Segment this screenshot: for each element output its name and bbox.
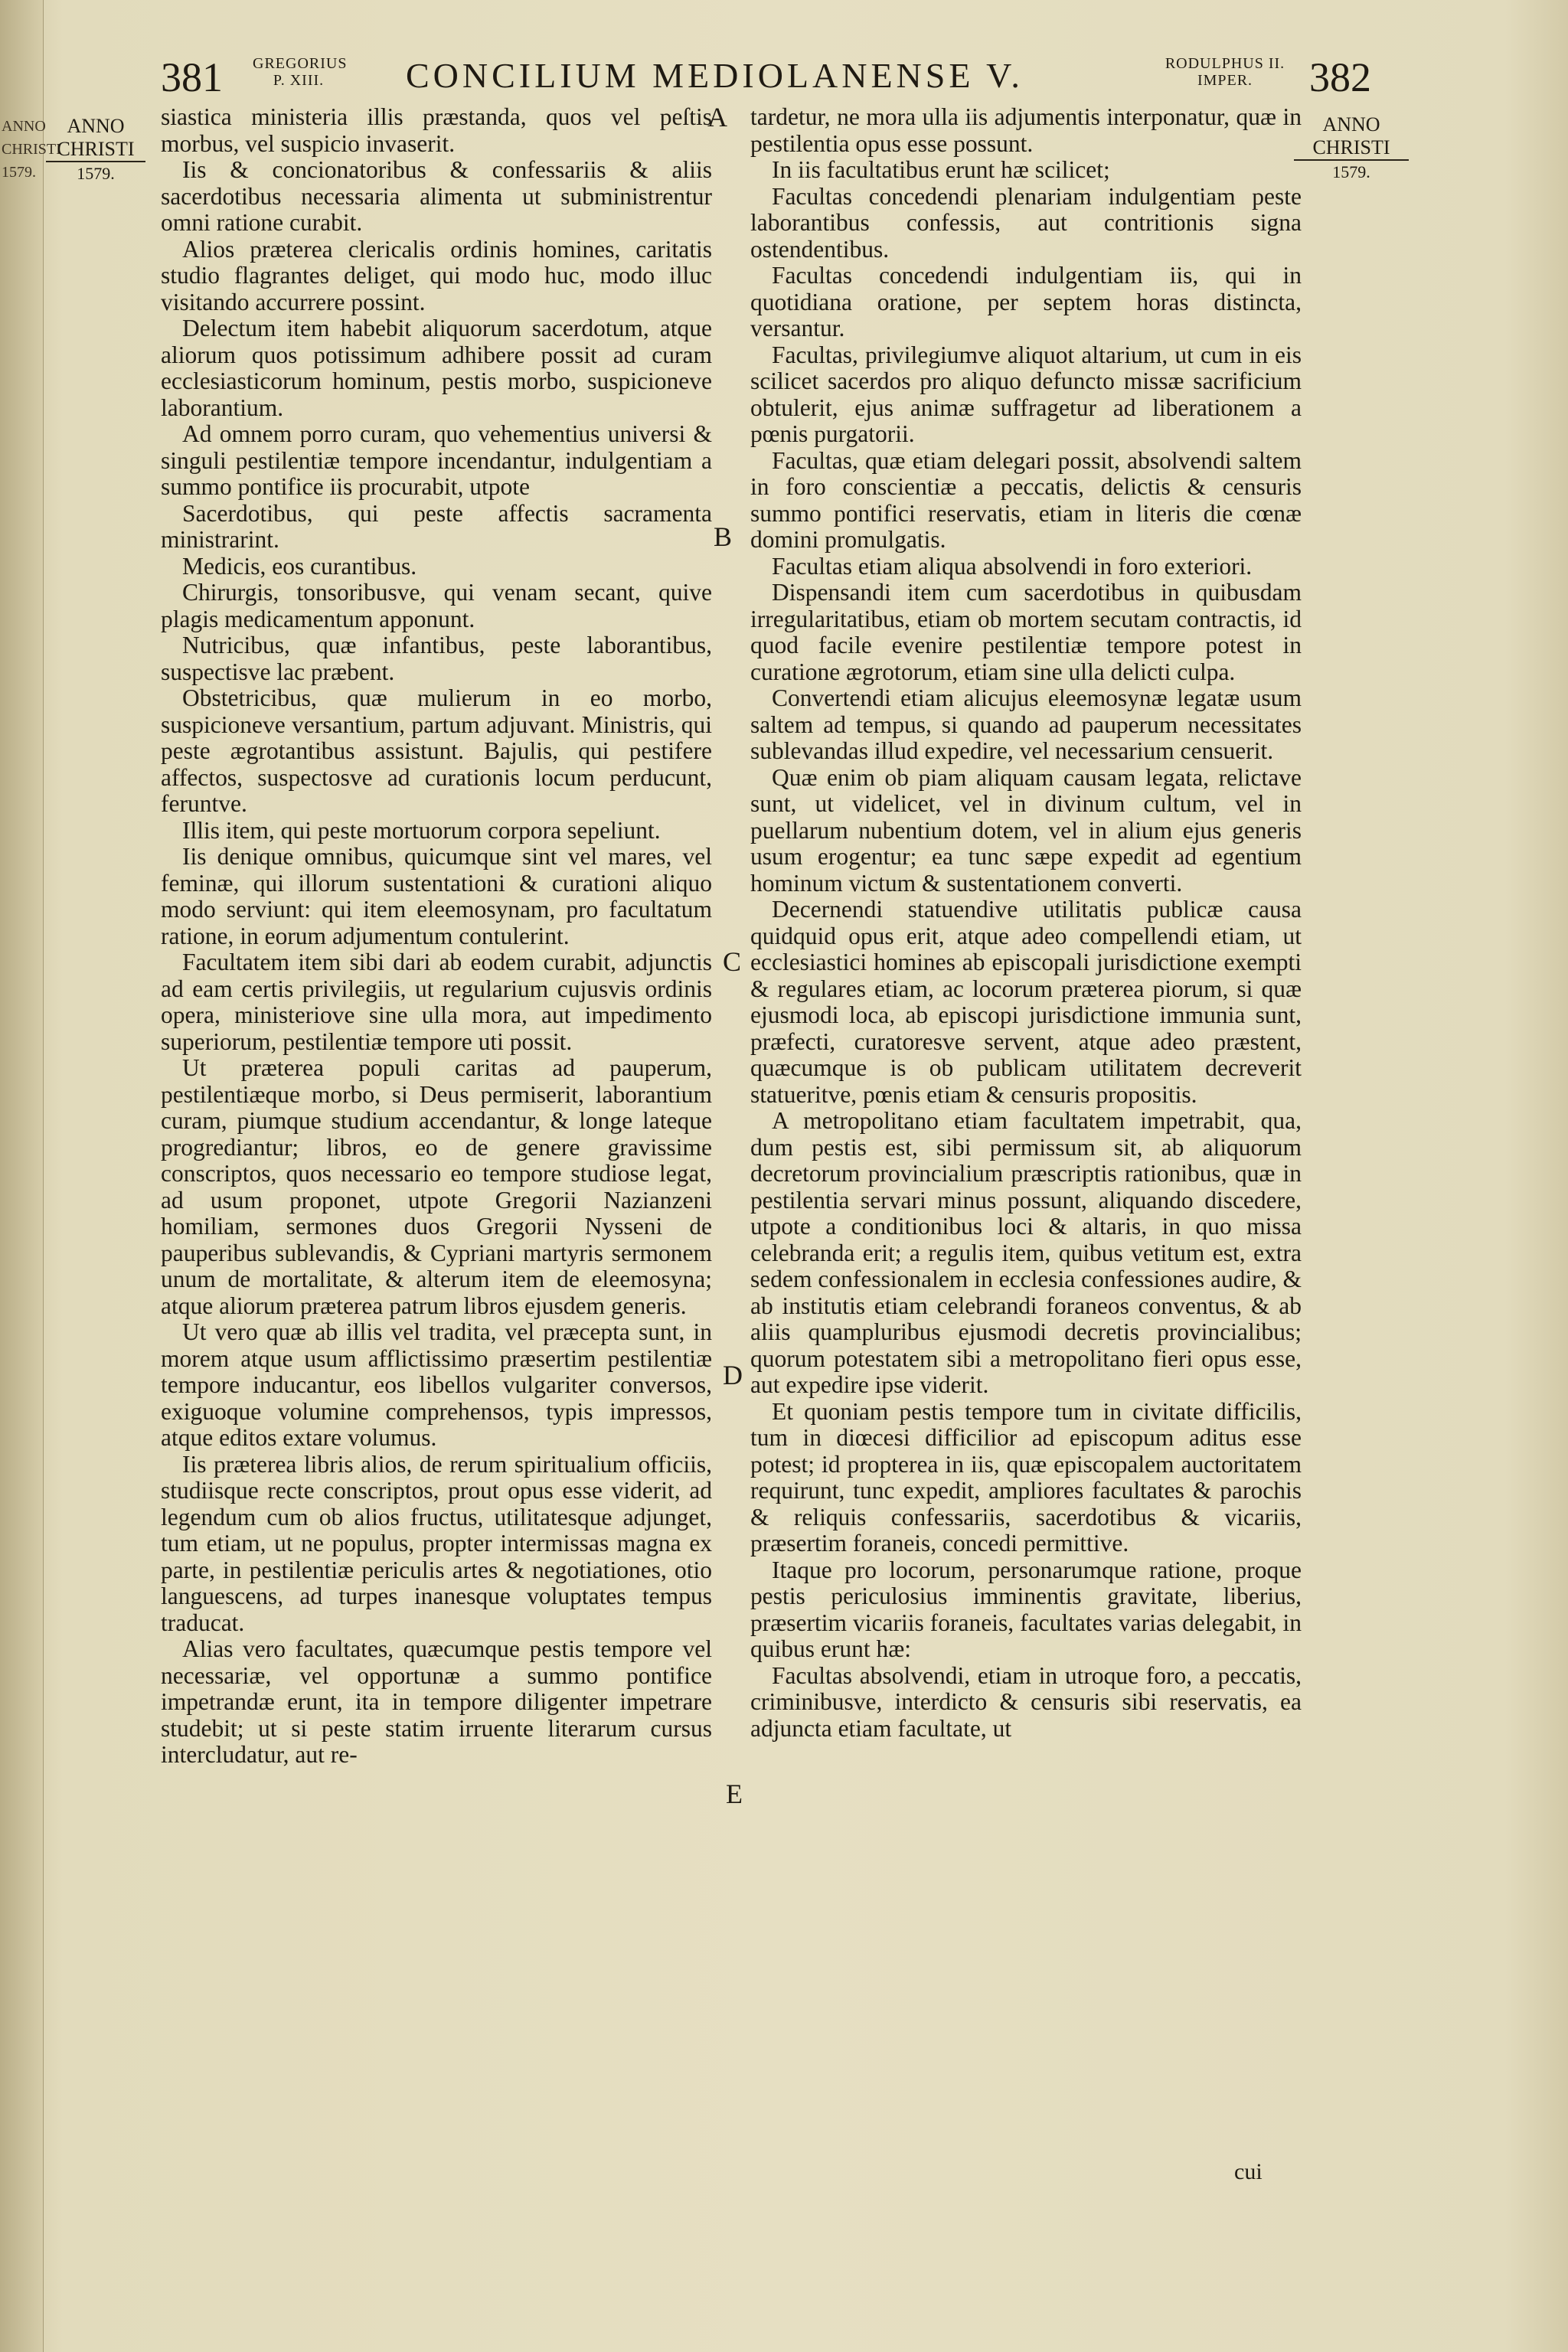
paragraph: Nutricibus, quæ infantibus, peste laborantibus, suspectisve lac præbent.	[161, 632, 712, 685]
paragraph: Convertendi etiam alicujus eleemosynæ legatæ usum saltem ad tempus, si quando ad pauperum necessitates sublevandas illud expedire, vel necessarium censuerit.	[750, 684, 1302, 764]
paragraph: Iis præterea libris alios, de rerum spiritualium officiis, studiisque recte conscriptos, prout opus esse viderit, ad legendum cum ob alios fructus, utilitatesque adjunget, tum etiam, ut ne populus, propter intermissas magna ex parte, in pestilentiæ periculis artes & negotiationes, otio languescens, ad turpes inanesque voluptates tempus traducat.	[161, 1450, 712, 1636]
margin-note-right	[1294, 113, 1409, 184]
section-marker-a: A	[707, 102, 727, 132]
catchword: cui	[1234, 2159, 1263, 2184]
paragraph: Facultas, privilegiumve aliquot altarium, ut cum in eis scilicet sacerdos pro aliquo defuncto missæ sacrificium obtulerit, ejus animæ suffragetur ad liberationem a pœnis purgatorii.	[750, 341, 1302, 447]
paragraph: A metropolitano etiam facultatem impetrabit, qua, dum pestis est, sibi permissum sit, ab aliquorum decretorum provincialium præscriptis rationibus, quæ in pestilentia servari minus possunt, aliquando discedere, utpote a conditionibus loci & altaris, in quo missa celebranda erit; a regulis item, quibus vetitum est, extra sedem confessionalem in ecclesia confessiones audire, & ab institutis etiam celebrandi foraneos conventus, & ab aliis quampluribus ejusmodi decretis provincialibus; quorum potestatem sibi a metropolitano fieri opus esse, aut expedire ipse viderit.	[750, 1107, 1302, 1398]
paragraph: Ut vero quæ ab illis vel tradita, vel præcepta sunt, in morem atque usum afflictissimo præsertim pestilentiæ tempore inducantur, eos libellos vulgariter conversos, exiguoque volumine comprehensos, typis impressos, atque editos extare volumus.	[161, 1318, 712, 1451]
paragraph: Illis item, qui peste mortuorum corpora sepeliunt.	[182, 816, 661, 844]
paragraph: Delectum item habebit aliquorum sacerdotum, atque aliorum quos potissimum adhibere possit ad curam ecclesiasticorum hominum, pestis morbo, suspicioneve laborantium.	[161, 315, 712, 421]
running-head-left: GREGORIUS P. XIII.	[253, 55, 348, 89]
paragraph: Facultas absolvendi, etiam in utroque foro, a peccatis, criminibusve, interdicto & censuris sibi reservatis, ea adjuncta etiam facultate, ut	[750, 1661, 1302, 1742]
page-number-right: 382	[1309, 54, 1371, 100]
paragraph: In iis facultatibus erunt hæ scilicet;	[772, 156, 1110, 183]
page-number-left: 381	[161, 54, 223, 100]
paragraph: Facultas, quæ etiam delegari possit, absolvendi saltem in foro conscientiæ a peccatis, delictis & censuris summo pontifici reservatis, etiam in literis die cœnæ domini promulgatis.	[750, 446, 1302, 553]
paragraph: Dispensandi item cum sacerdotibus in quibusdam irregularitatibus, etiam ob mortem secutam contractis, id quod facile evenire pestilentiæ tempore potest in curatione ægrotorum, etiam sine ulla delicti culpa.	[750, 579, 1302, 685]
paragraph: Facultas concedendi plenariam indulgentiam peste laborantibus confessis, aut contritionis signa ostendentibus.	[750, 182, 1302, 263]
paragraph: siastica ministeria illis præstanda, quos vel peſtis morbus, vel suspicio invaserit.	[161, 103, 712, 157]
margin-note-right-year: 1579.	[1332, 162, 1370, 181]
paragraph: Sacerdotibus, qui peste affectis sacramenta ministrarint.	[161, 499, 712, 553]
margin-note-left	[46, 115, 145, 185]
paragraph: Facultas concedendi indulgentiam iis, qui in quotidiana oratione, per septem horas distincta, versantur.	[750, 262, 1302, 341]
paragraph: Itaque pro locorum, personarumque ratione, proque pestis periculosius imminentis gravitate, liberius, præsertim vicariis foraneis, facultates varias delegabit, in quibus erunt hæ:	[750, 1556, 1302, 1662]
paragraph: Ut præterea populi caritas ad pauperum, pestilentiæque morbo, si Deus permiserit, laborantium curam, piumque studium accendantur, & longe lateque progrediantur; libros, eo de genere gravissime conscriptos, quos necessario eo tempore studiose legat, ad usum proponet, utpote Gregorii Nazianzeni homiliam, sermones duos Gregorii Nysseni de pauperibus sublevandis, & Cypriani martyris sermonem unum de mortalitate, & alterum item de eleemosyna; atque aliorum præterea patrum libros ejusdem generis.	[161, 1054, 712, 1319]
paragraph: Chirurgis, tonsoribusve, qui venam secant, quive plagis medicamentum apponunt.	[161, 579, 712, 632]
section-marker-d: D	[723, 1360, 743, 1390]
paragraph: Facultas etiam aliqua absolvendi in foro exteriori.	[772, 552, 1253, 580]
paragraph: Et quoniam pestis tempore tum in civitate difficilis, tum in diœcesi difficilior ad episcopum aditus esse potest; id propterea in iis, quæ episcopalem auctoritatem requirunt, tunc expedit, ampliores facultates & parochis & reliquis confessariis, sacerdotibus & vicariis, præsertim foraneis, concedi permittive.	[750, 1397, 1302, 1557]
paragraph: Alios præterea clericalis ordinis homines, caritatis studio flagrantes deliget, qui modo huc, modo illuc visitando accurrere possint.	[161, 235, 712, 315]
previous-page-edge-text: ANNO CHRISTI 1579.	[2, 118, 61, 181]
paragraph: Decernendi statuendive utilitatis publicæ causa quidquid opus erit, atque adeo compellendi etiam, ut ecclesiastici homines ab episcopali jurisdictione exempti & regulares etiam, ac locorum præterea piorum, si quæ ejusmodi loca, ab episcopi jurisdictione immunia sunt, præfecti, curatoresve servent, atque adeo præstent, quæcumque is ob publicam utilitatem decreverit statueritve, pœnis etiam & censuris propositis.	[750, 896, 1302, 1108]
section-marker-b: B	[714, 521, 733, 552]
paragraph: tardetur, ne mora ulla iis adjumentis interponatur, quæ in pestilentia opus esse possunt.	[750, 103, 1302, 157]
paragraph: Ad omnem porro curam, quo vehementius universi & singuli pestilentiæ tempore incendantur, indulgentiam a summo pontifice iis procurabit, utpote	[161, 420, 712, 500]
paragraph: Obstetricibus, quæ mulierum in eo morbo, suspicioneve versantium, partum adjuvant. Ministris, qui peste ægrotantibus assistunt. Bajulis, qui pestifere affectos, suspectosve ad curationis locum perducunt, feruntve.	[161, 684, 712, 817]
left-column	[161, 104, 712, 1769]
margin-note-right-label: ANNO CHRISTI	[1294, 113, 1409, 161]
section-marker-c: C	[723, 946, 742, 977]
paragraph: Iis & concionatoribus & confessariis & aliis sacerdotibus necessaria alimenta ut subministrentur omni ratione curabit.	[161, 156, 712, 236]
previous-page-edge	[0, 0, 61, 2352]
paragraph: Medicis, eos curantibus.	[182, 552, 417, 580]
page-title: CONCILIUM MEDIOLANENSE V.	[406, 56, 1024, 95]
right-column	[750, 104, 1302, 1742]
paragraph: Facultatem item sibi dari ab eodem curabit, adjunctis ad eam certis privilegiis, ut regularium cujusvis ordinis opera, ministeriove sine ulla mora, aut impedimento superiorum, pestilentiæ tempore uti possit.	[161, 949, 712, 1055]
margin-note-left-year: 1579.	[77, 164, 115, 183]
margin-note-left-label: ANNO CHRISTI	[46, 115, 145, 162]
running-head-right: RODULPHUS II. IMPER.	[1165, 55, 1285, 89]
paragraph: Alias vero facultates, quæcumque pestis tempore vel necessariæ, vel opportunæ a summo pontifice impetrandæ erunt, ita in tempore diligenter impetrare studebit; ut si peste statim irruente literarum cursus intercludatur, aut re-	[161, 1635, 712, 1768]
section-marker-e: E	[726, 1779, 743, 1809]
paragraph: Quæ enim ob piam aliquam causam legata, relictave sunt, ut videlicet, vel in divinum cultum, vel in puellarum nubentium dotem, vel in alium ejus generis usum erogentur; ea tunc sæpe expedit ad egentium hominum victum & sustentationem converti.	[750, 763, 1302, 897]
paragraph: Iis denique omnibus, quicumque sint vel mares, vel feminæ, qui illorum sustentationi & curationi aliquo modo serviunt: qui item eleemosynam, pro facultatum ratione, in eorum adjumentum contulerint.	[161, 843, 712, 949]
